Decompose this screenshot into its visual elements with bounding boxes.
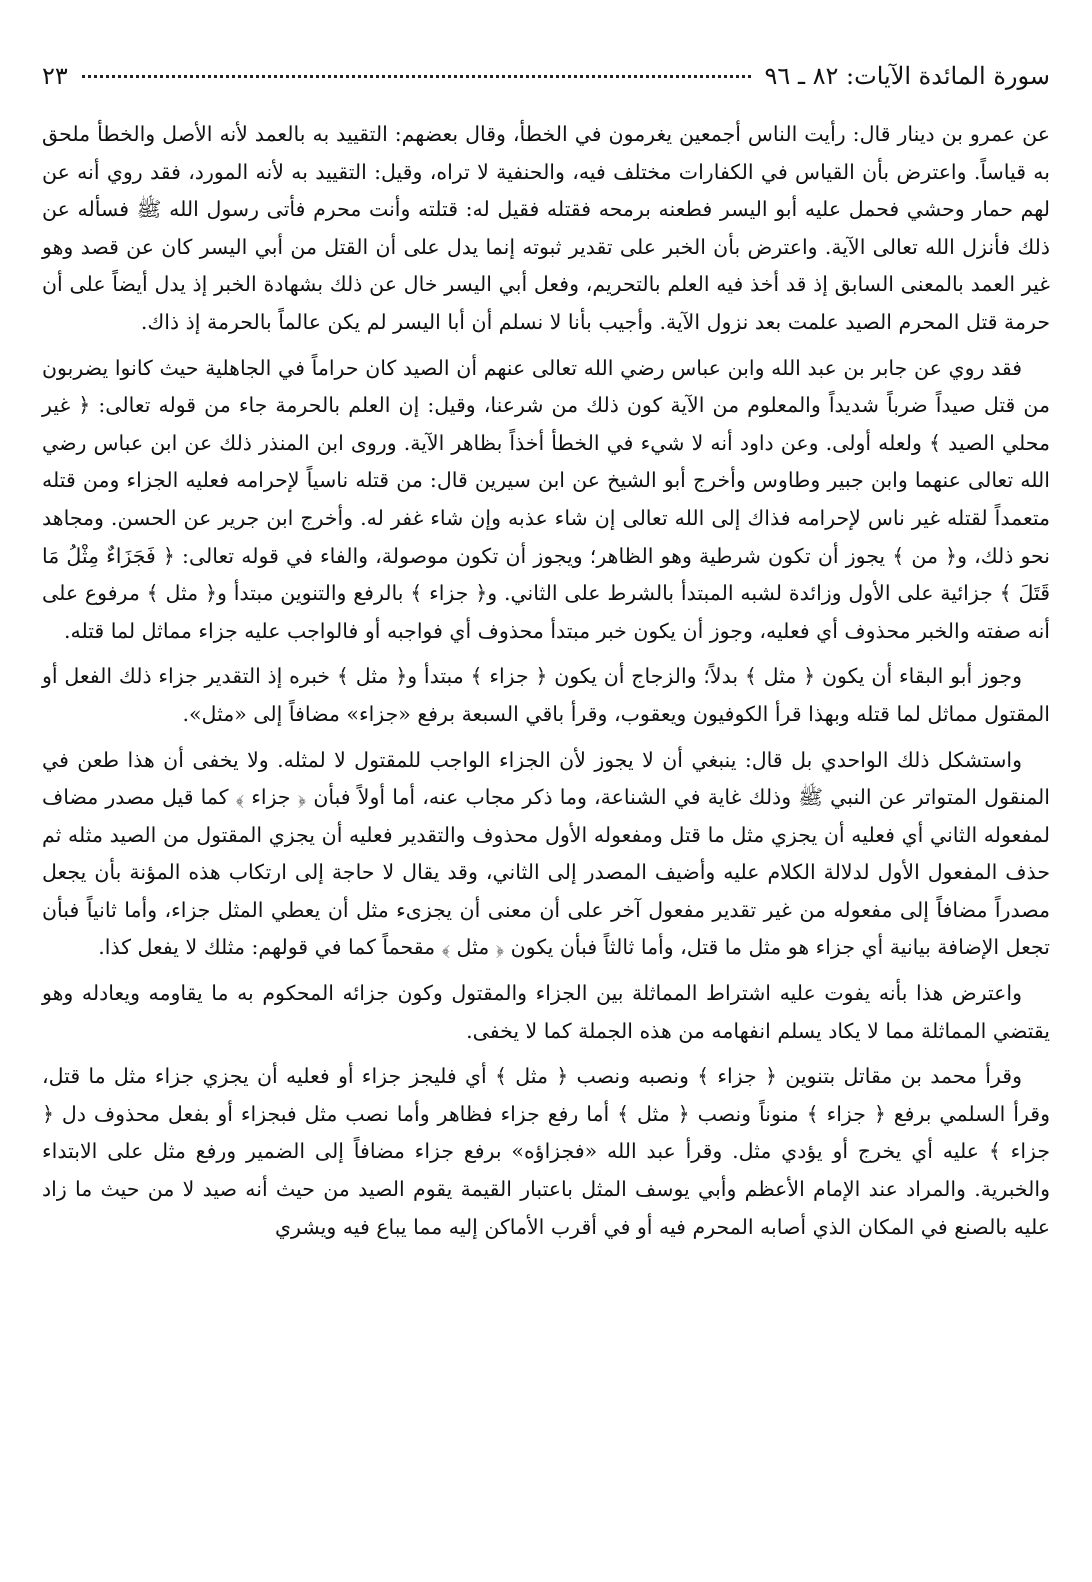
paragraph: فقد روي عن جابر بن عبد الله وابن عباس رضي الله تعالى عنهم أن الصيد كان حراماً في الجاهلية حيث كانوا يضربون من قتل صيداً ضرباً شديداً والمعلوم من الآية كون ذلك من شرعنا، وقيل: إن العلم بالحرمة جاء من قوله تعالى: ﴿ غير محلي الصيد ﴾ ولعله أولى. وعن داود أنه لا شيء في الخطأ أخذاً بظاهر الآية. وروى ابن المنذر ذلك عن ابن عباس رضي الله تعالى عنهما وابن جبير وطاوس وأخرج أبو الشيخ عن ابن سيرين قال: من قتله ناسياً لإحرامه فعليه الجزاء ومن قتله متعمداً لقتله غير ناس لإحرامه فذاك إلى الله تعالى إن شاء عذبه وإن شاء غفر له. وأخرج ابن جرير عن الحسن. ومجاهد نحو ذلك، و﴿ من ﴾ يجوز أن تكون شرطية وهو الظاهر؛ ويجوز أن تكون موصولة، والفاء في قوله تعالى: ﴿ فَجَزَاءٌ مِثْلُ مَا قَتَلَ ﴾ جزائية على الأول وزائدة لشبه المبتدأ بالشرط على الثاني. و﴿ جزاء ﴾ بالرفع والتنوين مبتدأ و﴿ مثل ﴾ مرفوع على أنه صفته والخبر محذوف أي فعليه، وجوز أن يكون خبر مبتدأ محذوف أي فواجبه أو فالواجب عليه جزاء مماثل لما قتله. (42, 355, 1050, 643)
paragraph: واعترض هذا بأنه يفوت عليه اشتراط المماثلة بين الجزاء والمقتول وكون جزائه المحكوم به ما يقاومه ويعادله وهو يقتضي المماثلة مما لا يكاد يسلم انفهامه من هذه الجملة كما لا يخفى. (42, 981, 1050, 1043)
paragraph: وجوز أبو البقاء أن يكون ﴿ مثل ﴾ بدلاً؛ والزجاج أن يكون ﴿ جزاء ﴾ مبتدأ و﴿ مثل ﴾ خبره إذ التقدير جزاء ذلك الفعل أو المقتول مماثل لما قتله وبهذا قرأ الكوفيون ويعقوب، وقرأ باقي السبعة برفع «جزاء» مضافاً إلى «مثل». (42, 664, 1050, 726)
paragraph-gap (42, 650, 1050, 658)
paragraph-gap (42, 1050, 1050, 1058)
page-header (42, 62, 1050, 102)
page-number: ٢٣ (42, 62, 68, 90)
paragraph-gap (42, 967, 1050, 975)
running-title: سورة المائدة الآيات: ٨٢ ـ ٩٦ (764, 62, 1050, 90)
paragraph: واستشكل ذلك الواحدي بل قال: ينبغي أن لا يجوز لأن الجزاء الواجب للمقتول لا لمثله. ولا يخفى أن هذا طعن في المنقول المتواتر عن النبي ﷺ وذلك غاية في الشناعة، وما ذكر مجاب عنه، أما أولاً فبأن ﴿ جزاء ﴾ كما قيل مصدر مضاف لمفعوله الثاني أي فعليه أن يجزي مثل ما قتل ومفعوله الأول محذوف والتقدير فعليه أن يجزي المقتول من الصيد مثله ثم حذف المفعول الأول لدلالة الكلام عليه وأضيف المصدر إلى الثاني، وقد يقال لا حاجة إلى ارتكاب هذه المؤنة بأن يجعل مصدراً مضافاً إلى مفعوله من غير تقدير مفعول آخر على أن معنى أن يجزىء مثل أن يعطي المثل جزاء، وأما ثانياً فبأن تجعل الإضافة بيانية أي جزاء هو مثل ما قتل، وأما ثالثاً فبأن يكون ﴿ مثل ﴾ مقحماً كما في قولهم: مثلك لا يفعل كذا. (42, 747, 1050, 960)
paragraph: وقرأ محمد بن مقاتل بتنوين ﴿ جزاء ﴾ ونصبه ونصب ﴿ مثل ﴾ أي فليجز جزاء أو فعليه أن يجزي جزاء مثل ما قتل، وقرأ السلمي برفع ﴿ جزاء ﴾ منوناً ونصب ﴿ مثل ﴾ أما رفع جزاء فظاهر وأما نصب مثل فبجزاء أو بفعل محذوف دل ﴿ جزاء ﴾ عليه أي يخرج أو يؤدي مثل. وقرأ عبد الله «فجزاؤه» برفع جزاء مضافاً إلى الضمير ورفع مثل على الابتداء والخبرية. والمراد عند الإمام الأعظم وأبي يوسف المثل باعتبار القيمة يقوم الصيد من حيث أنه صيد لا من حيث ما زاد عليه بالصنع في المكان الذي أصابه المحرم فيه أو في أقرب الأماكن إليه مما يباع فيه ويشري (42, 1064, 1050, 1239)
paragraph: عن عمرو بن دينار قال: رأيت الناس أجمعين يغرمون في الخطأ، وقال بعضهم: التقييد به بالعمد لأنه الأصل والخطأ ملحق به قياساً. واعترض بأن القياس في الكفارات مختلف فيه، والحنفية لا تراه، وقيل: التقييد به لأنه المورد، فقد روي أنه عن لهم حمار وحشي فحمل عليه أبو اليسر فطعنه برمحه فقتله فقيل له: قتلته وأنت محرم فأتى رسول الله ﷺ فسأله عن ذلك فأنزل الله تعالى الآية. واعترض بأن الخبر على تقدير ثبوته إنما يدل على أن القتل من أبي اليسر كان عن قصد وهو غير العمد بالمعنى السابق إذ قد أخذ فيه العلم بالتحريم، وفعل أبي اليسر خال عن ذلك بشهادة الخبر إذ يدل أيضاً على أن حرمة قتل المحرم الصيد علمت بعد نزول الآية. وأجيب بأنا لا نسلم أن أبا اليسر لم يكن عالماً بالحرمة إذ ذاك. (42, 122, 1050, 334)
paragraph-gap (42, 342, 1050, 350)
paragraph-gap (42, 734, 1050, 742)
header-leader-dots (82, 75, 751, 78)
